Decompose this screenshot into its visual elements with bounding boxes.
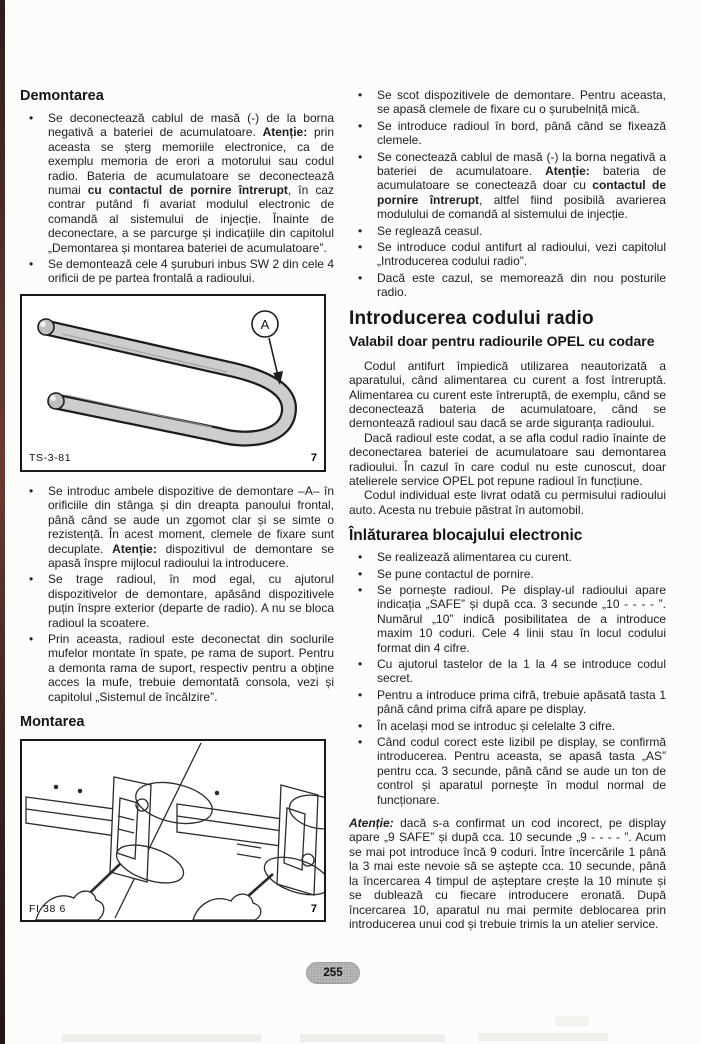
- bullet-dot: •: [358, 550, 363, 565]
- bullet-dot: •: [358, 582, 363, 597]
- text-segment: Codul individual este livrat odată cu permisului radioului auto. Acesta nu trebuie păstrat în automobil.: [349, 488, 666, 517]
- bullet-text: [377, 150, 666, 222]
- text-segment: Codul antifurt împiedică utilizarea neautorizată a aparatului, când alimentarea cu curent a fost întreruptă. Alimentarea cu curent este întreruptă, de exemplu, când se deconectează bateria de acumulatoare, când se demontează radioul sau dacă se arde siguranța radioului.: [349, 358, 666, 431]
- bullet-item: [349, 735, 666, 807]
- text-segment: , altfel fiind posibilă avarierea modulului de comandă al sistemului de injecție.: [377, 192, 666, 222]
- bullet-item: [349, 271, 666, 300]
- extraction-tool-drawing: [22, 296, 324, 470]
- radio-drawing-left: [26, 776, 216, 920]
- heading-montarea: Montarea: [20, 713, 85, 730]
- text-segment: Se pune contactul de pornire.: [377, 566, 534, 581]
- bullet-item: [20, 632, 334, 704]
- hand-drawing: [193, 894, 261, 920]
- text-segment: Atenție:: [349, 816, 394, 831]
- svg-text:A: A: [260, 316, 270, 332]
- text-segment: În același mod se introduc și celelalte 3 cifre.: [377, 718, 616, 733]
- bullet-list: [349, 550, 666, 807]
- scan-smudge: [478, 1033, 608, 1041]
- bullet-text: [377, 735, 666, 807]
- text-segment: Se reglează ceasul.: [377, 223, 483, 238]
- bullet-text: [48, 484, 334, 570]
- text-segment: , în caz contrar putând fi avariat modulul electronic de comandă al sistemului de injecție. Înainte de deconectare, a se parcurge și indicațiile din capitolul „Demontarea și montarea bateriei de acumulatoare”.: [48, 183, 334, 255]
- bullet-dot: •: [29, 631, 34, 646]
- bullet-item: [20, 484, 334, 570]
- text-segment: Atenție:: [112, 541, 157, 556]
- bullet-dot: •: [29, 483, 34, 498]
- figure-caption: TS-3-81: [29, 452, 72, 465]
- text-segment: Atenție:: [545, 164, 590, 179]
- bullet-item: [349, 224, 666, 238]
- text-segment: Dacă este cazul, se memorează din nou posturile radio.: [377, 270, 666, 300]
- figure-extraction-tools: [20, 294, 326, 472]
- bullet-dot: •: [358, 88, 363, 102]
- text-segment: Se demontează cele 4 șuruburi inbus SW 2 din cele 4 orificii de pe partea frontală a radioului.: [48, 257, 334, 286]
- bullet-text: [377, 88, 666, 117]
- bullet-dot: •: [358, 718, 363, 733]
- text-segment: prin aceasta se șterg memoriile electronice, ca de exemplu memoria de erori a motorului sau codul radio. Bateria de acumulatoare se deconectează numai: [48, 125, 334, 198]
- bullet-item: [20, 111, 334, 255]
- radio-installation-drawing: [22, 741, 324, 920]
- figure-corner-mark: 7: [310, 902, 317, 915]
- bullet-dot: •: [358, 149, 363, 164]
- text-segment: Prin aceasta, radioul este deconectat din soclurile mufelor montate în spate, pe rama de suport. Pentru a demonta rama de suport, respectiv pentru a obține acces la mufe, trebuie demontată consola, vezi și capitolul „Sistemul de încălzire”.: [48, 631, 334, 704]
- bullet-item: [349, 583, 666, 655]
- bullet-item: [349, 119, 666, 148]
- bullet-text: [48, 572, 334, 630]
- heading-demontarea: Demontarea: [20, 88, 104, 104]
- text-segment: Se deconectează cablul de masă (-) de la borna negativă a bateriei de acumulatoare.: [48, 111, 334, 140]
- radio-drawing-right: [177, 785, 324, 920]
- heading-valabil-subtitle: Valabil doar pentru radiourile OPEL cu codare: [349, 332, 655, 349]
- heading-inlaturarea-blocajului: Înlăturarea blocajului electronic: [349, 527, 583, 545]
- bullet-text: [377, 119, 666, 148]
- bullet-list: [20, 111, 334, 286]
- text-segment: Se introduc ambele dispozitive de demontare –A– în orificiile din stânga și din dreapta panoului frontal, până când se aude un zgomot clar și se simte o rezistență. În acest moment, clemele de fixare sunt decuplate.: [48, 483, 334, 556]
- bullet-dot: •: [358, 240, 363, 255]
- bullet-text: [377, 550, 666, 564]
- bullet-dot: •: [29, 572, 34, 587]
- text-segment: Se conectează cablul de masă (-) la borna negativă a bateriei de acumulatoare.: [377, 149, 666, 179]
- bullet-item: [349, 657, 666, 686]
- bullet-list: [349, 88, 666, 300]
- text-segment: Se realizează alimentarea cu curent.: [377, 550, 572, 565]
- text-segment: Dacă radioul este codat, a se afla codul radio înainte de deconectarea bateriei de acumulatoare sau demontarea radioului. În cazul în care codul nu este cunoscut, doar atelierele service OPEL pot repune radioul în funcțiune.: [349, 430, 666, 488]
- figure-corner-mark: 7: [310, 452, 317, 465]
- bullet-dot: •: [358, 657, 363, 671]
- bullet-text: [377, 657, 666, 686]
- page-number: 255: [323, 966, 343, 979]
- text-segment: Cu ajutorul tastelor de la 1 la 4 se introduce codul secret.: [377, 657, 666, 686]
- heading-introducerea-codului-radio: Introducerea codului radio: [349, 307, 594, 329]
- text-segment: Pentru a introduce prima cifră, trebuie apăsată tasta 1 până când prima cifră apare pe display.: [377, 687, 666, 717]
- bullet-item: [349, 688, 666, 717]
- attention-note: [349, 816, 666, 931]
- bullet-text: [48, 257, 334, 286]
- bullet-item: [349, 719, 666, 733]
- scan-smudge: [62, 1034, 262, 1042]
- page-number-badge: [306, 962, 360, 984]
- body-paragraph: [349, 431, 666, 489]
- text-segment: Când codul corect este lizibil pe display, se confirmă introducerea. Pentru aceasta, se apasă tasta „AS” pentru cca. 3 secunde, până când se aude un ton de control și aparatul pornește în modul normal de funcționare.: [377, 735, 666, 807]
- page-edge-strip: [0, 0, 5, 1044]
- bullet-text: [377, 271, 666, 300]
- bullet-item: [349, 150, 666, 222]
- bullet-dot: •: [358, 735, 363, 750]
- bullet-text: [377, 688, 666, 717]
- text-segment: bateria de acumulatoare se conectează doar cu: [377, 164, 667, 193]
- text-segment: Atenție:: [262, 125, 308, 140]
- bullet-item: [20, 572, 334, 630]
- bullet-item: [349, 567, 666, 581]
- bullet-list: [20, 484, 334, 704]
- text-segment: Se pornește radioul. Pe display-ul radioului apare indicația „SAFE” și după cca. 3 secunde „10 - - - - ”. Numărul „10” indică posibilitatea de a introduce maxim 10 coduri. Cele 4 linii stau în locul codului format din 4 cifre.: [377, 582, 666, 655]
- text-segment: Se trage radioul, în mod egal, cu ajutorul dispozitivelor de demontare, apăsând dispozitivele puțin înspre exterior (departe de radio). A nu se bloca radioul la scoatere.: [48, 572, 334, 630]
- bullet-dot: •: [358, 566, 363, 581]
- bullet-item: [349, 240, 666, 269]
- bullet-dot: •: [358, 687, 363, 702]
- bullet-text: [377, 719, 666, 733]
- body-paragraph: [349, 488, 666, 517]
- text-segment: dacă s-a confirmat un cod incorect, pe display apare „9 SAFE” și după cca. 10 secunde „9 - - - - ”. Acum se mai pot introduce încă 9 coduri. Între încercările 1 până la 3 mai este nevoie să se aștepte cca. 10 secunde, până la încercarea 4 timpul de așteptare crește la 10 minute și se dublează cu fiecare introducere eronată. După încercarea 10, aparatul nu mai permite deblocarea prin introducerea unui cod și trebuie trimis la un atelier service.: [349, 816, 666, 931]
- bullet-item: [20, 257, 334, 286]
- text-segment: Se scot dispozitivele de demontare. Pentru aceasta, se apasă clemele de fixare cu o șurubelniță mică.: [377, 88, 666, 117]
- bullet-dot: •: [358, 270, 363, 285]
- scan-smudge: [300, 1034, 445, 1042]
- figure-caption: FI 38 6: [29, 902, 66, 915]
- bullet-dot: •: [29, 111, 34, 125]
- bullet-dot: •: [29, 257, 34, 272]
- bullet-text: [377, 224, 666, 238]
- right-column: [349, 88, 666, 931]
- text-segment: cu contactul de pornire întrerupt: [87, 183, 288, 198]
- bullet-dot: •: [358, 118, 363, 133]
- text-segment: dispozitivul de demontare se apasă înspre mijlocul radioului la introducere.: [48, 541, 334, 570]
- bullet-text: [377, 240, 666, 269]
- text-segment: Se introduce radioul în bord, până când se fixează clemele.: [377, 118, 666, 148]
- text-segment: Se introduce codul antifurt al radioului, vezi capitolul „Introducerea codului radio”.: [377, 240, 666, 269]
- bullet-item: [349, 550, 666, 564]
- bullet-text: [48, 111, 334, 255]
- bullet-text: [377, 583, 666, 655]
- text-segment: contactul de pornire întrerupt: [377, 178, 666, 207]
- bullet-text: [377, 567, 666, 581]
- u-shaped-tool: [38, 316, 289, 439]
- bullet-item: [349, 88, 666, 117]
- scan-smudge: [555, 1016, 589, 1026]
- bullet-dot: •: [358, 223, 363, 238]
- bullet-text: [48, 632, 334, 704]
- figure-radio-installation: [20, 739, 326, 922]
- body-paragraph: [349, 359, 666, 431]
- left-column: [20, 88, 334, 934]
